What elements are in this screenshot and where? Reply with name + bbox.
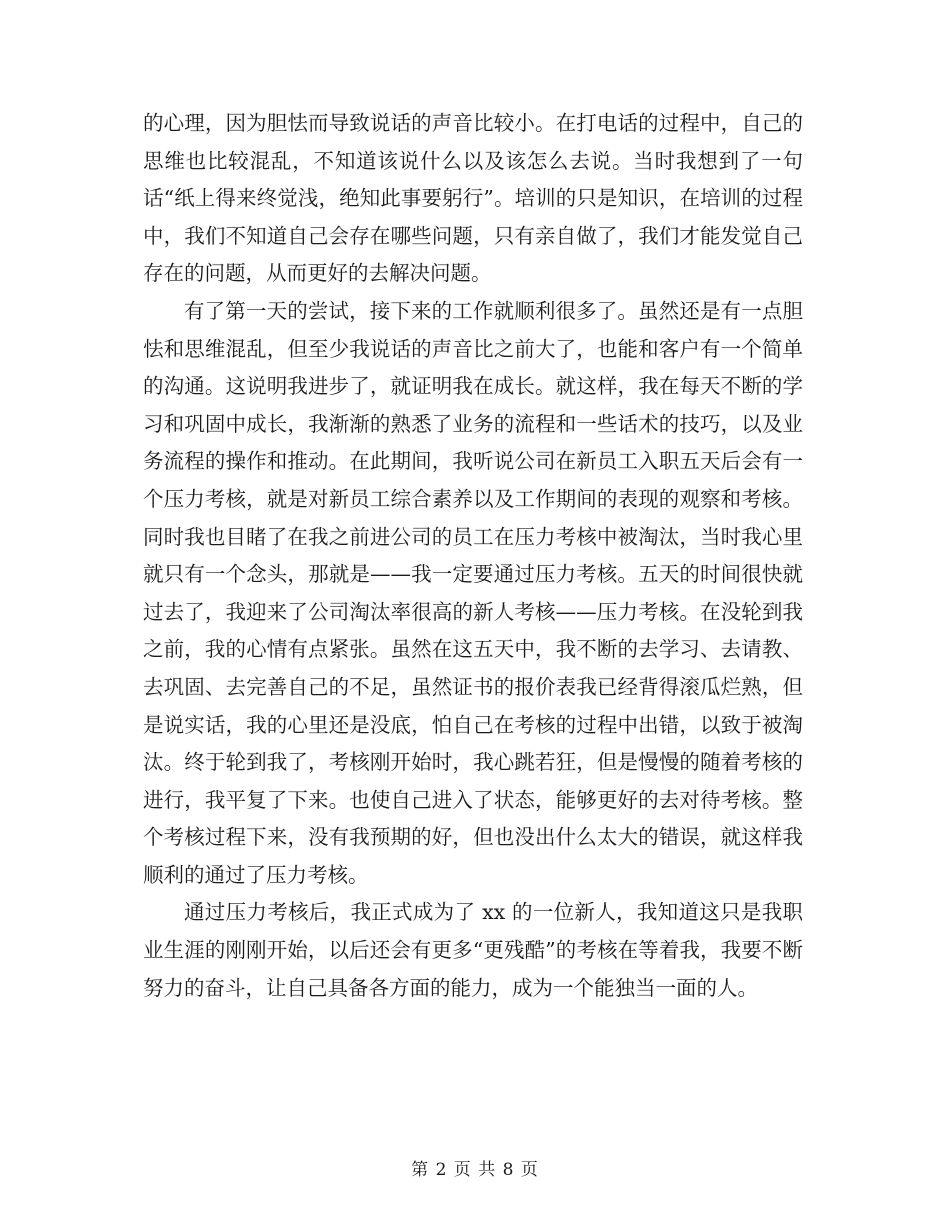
page-footer: 第 2 页 共 8 页 bbox=[411, 1160, 539, 1180]
paragraph-1: 的心理，因为胆怯而导致说话的声音比较小。在打电话的过程中，自己的思维也比较混乱，不知道该说什么以及该怎么去说。当时我想到了一句话“纸上得来终觉浅，绝知此事要躬行”。培训的只是知识，在培训的过程中，我们不知道自己会存在哪些问题，只有亲自做了，我们才能发觉自己存在的问题，从而更好的去解决问题。 bbox=[143, 111, 803, 286]
document-body bbox=[143, 105, 803, 1007]
paragraph-3: 通过压力考核后，我正式成为了 xx 的一位新人，我知道这只是我职业生涯的刚刚开始，以后还会有更多“更残酷”的考核在等着我，我要不断努力的奋斗，让自己具备各方面的能力，成为一个能独当一面的人。 bbox=[143, 900, 803, 1000]
paragraph-2: 有了第一天的尝试，接下来的工作就顺利很多了。虽然还是有一点胆怯和思维混乱，但至少我说话的声音比之前大了，也能和客户有一个简单的沟通。这说明我进步了，就证明我在成长。就这样，我在每天不断的学习和巩固中成长，我渐渐的熟悉了业务的流程和一些话术的技巧，以及业务流程的操作和推动。在此期间，我听说公司在新员工入职五天后会有一个压力考核，就是对新员工综合素养以及工作期间的表现的观察和考核。同时我也目睹了在我之前进公司的员工在压力考核中被淘汰，当时我心里就只有一个念头，那就是——我一定要通过压力考核。五天的时间很快就过去了，我迎来了公司淘汰率很高的新人考核——压力考核。在没轮到我之前，我的心情有点紧张。虽然在这五天中，我不断的去学习、去请教、去巩固、去完善自己的不足，虽然证书的报价表我已经背得滚瓜烂熟，但是说实话，我的心里还是没底，怕自己在考核的过程中出错，以致于被淘汰。终于轮到我了，考核刚开始时，我心跳若狂，但是慢慢的随着考核的进行，我平复了下来。也使自己进入了状态，能够更好的去对待考核。整个考核过程下来，没有我预期的好，但也没出什么太大的错误，就这样我顺利的通过了压力考核。 bbox=[143, 298, 803, 887]
